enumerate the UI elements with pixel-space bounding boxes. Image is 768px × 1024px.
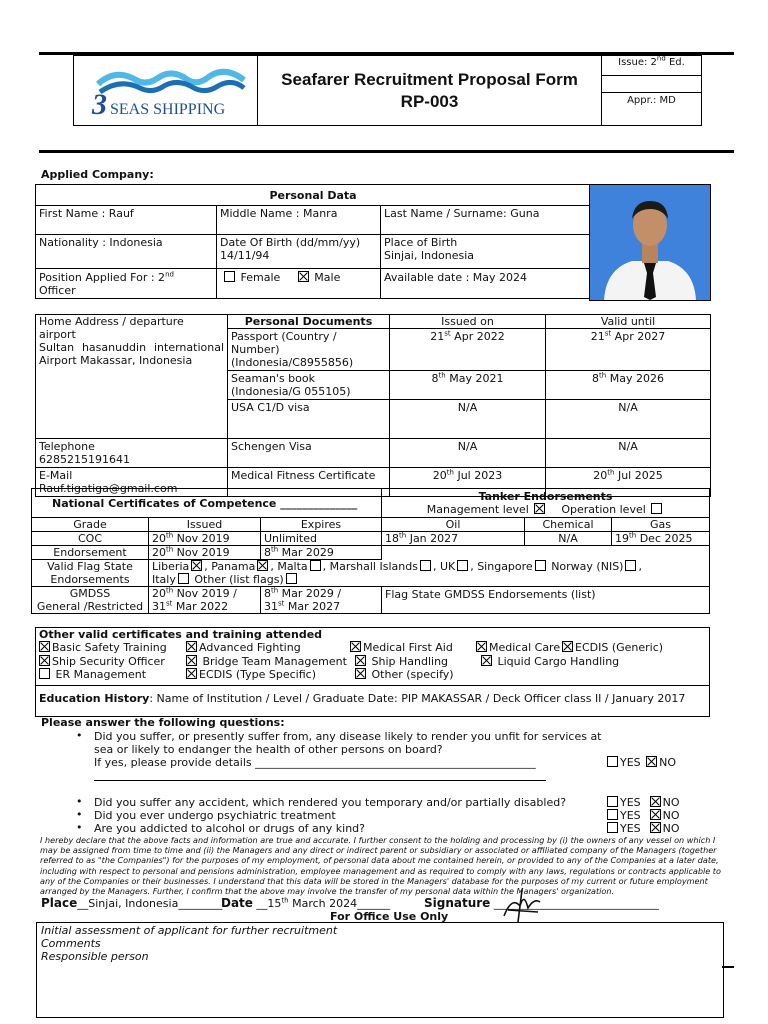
no-label: NO [662,822,680,835]
dob-label: Date Of Birth (dd/mm/yy) [220,236,361,249]
documents-table [35,314,711,497]
erm-checkbox[interactable] [39,668,50,679]
company-logo [76,58,256,124]
h-issued: Issued [149,518,261,532]
coc-expires: Unlimited [261,532,382,546]
flag-label-2: Endorsements [50,573,130,586]
lch-label: Liquid Cargo Handling [497,655,620,668]
tanker-endorsements [382,489,710,518]
r: Apr 2022 [450,330,505,343]
issue-cell [602,56,702,76]
r: Jul 2025 [614,469,663,482]
question-4: Are you addicted to alcohol or drugs of any kind? [94,822,365,835]
place-label: Place [41,896,78,910]
r: Nov 2019 [173,546,230,559]
question-3: Did you ever undergo psychiatric treatment [94,809,336,822]
ecdis-generic-label: ECDIS (Generic) [575,641,664,654]
last-name: Last Name / Surname: Guna [381,206,591,235]
endorsement-empty [382,546,710,560]
doc-sub: (Indonesia/C8955856) [231,356,354,369]
middle-name: Middle Name : Manra [217,206,381,235]
answer-4 [605,822,680,835]
s: st [278,599,285,608]
appr-label: Appr.: MD [627,95,676,106]
d: 8 [264,546,271,559]
s: th [271,586,279,595]
r: May 2026 [606,372,664,385]
flag-liberia: Liberia [152,560,190,573]
office-use-title: For Office Use Only [330,910,449,923]
place-value: __Sinjai, Indonesia________ [77,897,223,910]
doc-seamans-book [228,371,390,400]
appr-cell [602,93,702,126]
email-value: Rauf.tigatiga@gmail.com [39,482,178,495]
coc-table [31,488,710,614]
sh-label: Ship Handling [371,655,449,668]
address-label: Home Address / departure airport [39,315,184,341]
doc-issued: N/A [390,400,546,439]
d: 20 [152,587,166,600]
telephone [36,439,228,468]
d: 18 [385,532,400,545]
doc-name: Passport (Country / Number) [231,330,337,356]
s: th [438,371,446,380]
flag-state-label [32,560,149,587]
coc-issued [149,532,261,546]
tanker-title: Tanker Endorsements [478,490,613,503]
doc-issued [390,371,546,400]
training-title: Other valid certificates and training attended [39,628,323,641]
logo-number: 3 [92,88,107,121]
doc-schengen: Schengen Visa [228,439,390,468]
flag-state-list: Liberia , Panama , Malta , Marshall Islands , UK , Singapore Norway (NIS) , Italy Other (list flags) [149,560,710,587]
issue-suffix: Ed. [665,57,685,68]
endorsement-issued [149,546,261,560]
other-training-checkbox[interactable] [355,668,366,679]
col-valid-until: Valid until [546,315,711,329]
btm-label: Bridge Team Management [202,655,347,668]
details-line [94,780,546,781]
flag-uk: UK [439,560,456,573]
address-value: Sultan hasanuddin international Airport Makassar, Indonesia [39,341,224,367]
erm-label: ER Management [55,668,147,681]
ecdis-type-label: ECDIS (Type Specific) [199,668,316,681]
s: st [444,329,451,338]
ff-checkbox[interactable] [186,641,197,652]
s: th [399,531,407,540]
gmdss-label [32,587,149,614]
office-line-1: Initial assessment of applicant for further recruitment [41,924,338,937]
gender [217,269,381,299]
doc-issued [390,329,546,371]
training-divider [35,685,709,686]
bullet-4: • [76,821,83,834]
sh-checkbox[interactable] [355,655,366,666]
gmdss-expires [261,587,382,614]
mfa-label: Medical First Aid [363,641,453,654]
telephone-label: Telephone [39,440,95,453]
bullet-2: • [76,795,83,808]
r: Apr 2027 [611,330,666,343]
management-label: Management level [426,503,529,516]
s: th [629,531,637,540]
r: Mar 2022 [172,600,229,613]
education-history [39,692,685,705]
endorsement-expires [261,546,382,560]
d: 8 [431,372,439,385]
s: th [446,468,454,477]
oil-date [382,532,525,546]
home-address [36,315,228,439]
ff-label: Advanced Fighting [199,641,301,654]
gmdss-flag-endorsements: Flag State GMDSS Endorsements (list) [382,587,710,614]
panama-checkbox[interactable] [257,560,268,571]
sso-checkbox[interactable] [39,655,50,666]
d: 31 [264,600,278,613]
italy-checkbox[interactable] [178,573,189,584]
bst-label: Basic Safety Training [52,641,167,654]
other-flag-checkbox[interactable] [286,573,297,584]
s: st [166,599,173,608]
r: May 2021 [445,372,504,385]
coc-label: COC [32,532,149,546]
r: Nov 2019 / [173,587,237,600]
nationality: Nationality : Indonesia [36,235,217,269]
flag-marshall: Marshall Islands [329,560,418,573]
d: 21 [590,330,605,343]
answer-3 [605,809,680,822]
office-use-box [36,922,724,1018]
d: 20 [432,469,447,482]
s: th [166,531,174,540]
header-empty [602,76,702,93]
question-2: Did you suffer any accident, which rendered you temporary and/or partially disabled? [94,796,567,809]
place-of-birth [381,235,591,269]
pob-label: Place of Birth [384,236,458,249]
doc-sub: (Indonesia/G 055105) [231,385,351,398]
flag-norway: Norway (NIS) [551,560,624,573]
date-value-a: __15 [252,897,282,910]
chemical-value: N/A [525,532,612,546]
question-1-a: Did you suffer, or presently suffer from, any disease likely to render you unfit for services at [94,730,602,743]
position-label: Position Applied For : 2 [39,271,166,284]
s: th [166,545,174,554]
doc-valid: N/A [546,400,711,439]
d: 8 [592,372,600,385]
female-checkbox[interactable] [224,271,235,282]
yes-label: YES [620,756,641,769]
issue-label: Issue: 2 [618,57,657,68]
r: Jul 2023 [453,469,503,482]
dob-value: 14/11/94 [220,249,270,262]
h-oil: Oil [382,518,525,532]
d: 20 [152,532,166,545]
doc-usa-visa: USA C1/D visa [228,400,390,439]
q2-yes-checkbox[interactable] [607,796,618,807]
no-label: NO [662,809,680,822]
marshall-checkbox[interactable] [420,560,431,571]
issue-sup: nd [656,55,666,63]
doc-issued: N/A [390,439,546,468]
mc-checkbox[interactable] [476,641,487,652]
personal-data-table [35,184,591,299]
answer-2 [605,796,680,809]
operation-checkbox[interactable] [651,503,662,514]
office-line-3: Responsible person [41,950,149,963]
doc-passport [228,329,390,371]
education-value: : Name of Institution / Level / Graduate Date: PIP MAKASSAR / Deck Officer class II / January 2017 [149,692,686,705]
gmdss-label-2: General /Restricted [36,600,144,613]
singapore-checkbox[interactable] [535,560,546,571]
date-sup: th [281,896,289,905]
q3-yes-checkbox[interactable] [607,809,618,820]
personal-data-title: Personal Data [36,185,591,206]
flag-malta: Malta [277,560,308,573]
sso-label: Ship Security Officer [52,655,165,668]
mc-label: Medical Care [489,641,561,654]
norway-checkbox[interactable] [625,560,636,571]
d: 21 [430,330,445,343]
flag-label-1: Valid Flag State [47,560,133,573]
h-gas: Gas [612,518,710,532]
questions-title: Please answer the following questions: [41,716,285,729]
doc-valid: N/A [546,439,711,468]
r: Nov 2019 [173,532,230,545]
q1-yes-checkbox[interactable] [607,756,618,767]
question-1-c: If yes, please provide details ___________________________________________________ [94,756,536,769]
yes-label: YES [620,809,641,822]
logo-cell [74,56,258,126]
s: th [166,586,174,595]
malta-checkbox[interactable] [310,560,321,571]
logo-text: SEAS SHIPPING [110,101,226,118]
date-field [221,897,390,910]
r: Mar 2029 / [278,587,342,600]
h-chemical: Chemical [525,518,612,532]
female-label: Female [240,271,281,284]
q4-no-checkbox[interactable] [650,822,661,833]
flag-singapore: Singapore [477,560,533,573]
doc-medical: Medical Fitness Certificate [228,468,390,497]
ecdis-generic-checkbox[interactable] [562,641,573,652]
gas-date [612,532,710,546]
mfa-checkbox[interactable] [350,641,361,652]
flag-panama: Panama [211,560,256,573]
signature-line: ______________________________ [493,897,659,910]
lch-checkbox[interactable] [481,655,492,666]
s: th [599,371,607,380]
bullet-1: • [76,729,83,742]
applied-company-label: Applied Company: [41,168,154,181]
q1-no-checkbox[interactable] [646,756,657,767]
yes-label: YES [620,822,641,835]
form-title: Seafarer Recruitment Proposal Form [281,69,578,89]
other-training-label: Other (specify) [371,668,454,681]
yes-label: YES [620,796,641,809]
position-suffix: Officer [39,284,76,297]
bullet-3: • [76,808,83,821]
d: 20 [593,469,608,482]
male-checkbox[interactable] [298,271,309,282]
col-personal-documents: Personal Documents [228,315,390,329]
endorsement-label: Endorsement [32,546,149,560]
first-name: First Name : Rauf [36,206,217,235]
col-issued-on: Issued on [390,315,546,329]
place-field [41,897,222,910]
r: Mar 2027 [284,600,341,613]
education-label: Education History [39,692,150,705]
doc-valid [546,371,711,400]
header-table [73,55,702,126]
gmdss-issued [149,587,261,614]
d: 20 [152,546,166,559]
signature-scribble [498,888,548,924]
d: 31 [152,600,166,613]
question-1-b: sea or likely to endanger the health of other persons on board? [94,743,443,756]
uk-checkbox[interactable] [457,560,468,571]
position-sup: nd [165,270,174,279]
doc-valid [546,329,711,371]
q4-yes-checkbox[interactable] [607,822,618,833]
header-rule-bottom [39,150,734,153]
available-date: Available date : May 2024 [381,269,591,299]
date-value-b: March 2024______ [288,897,391,910]
no-label: NO [659,756,677,769]
telephone-value: 6285215191641 [39,453,130,466]
q3-no-checkbox[interactable] [650,809,661,820]
management-checkbox[interactable] [534,503,545,514]
d: 19 [615,532,630,545]
bst-checkbox[interactable] [39,641,50,652]
r: Jan 2027 [406,532,459,545]
flag-italy: Italy [152,573,176,586]
operation-label: Operation level [561,503,646,516]
s: th [607,468,615,477]
pob-value: Sinjai, Indonesia [384,249,475,262]
ecdis-type-checkbox[interactable] [186,668,197,679]
signature-label: Signature [424,896,491,910]
email-label: E-Mail [39,469,73,482]
r: Mar 2029 [278,546,334,559]
position-applied [36,269,217,299]
right-edge-mark [722,966,734,968]
s: th [271,545,279,554]
office-line-2: Comments [41,937,101,950]
h-grade: Grade [32,518,149,532]
liberia-checkbox[interactable] [191,560,202,571]
d: 8 [264,587,271,600]
r: Dec 2025 [636,532,693,545]
h-expires: Expires [261,518,382,532]
coc-title: National Certificates of Competence ______________ [32,489,382,518]
doc-name: Seaman's book [231,372,315,385]
form-code: RP-003 [400,91,459,111]
declaration-text: I hereby declare that the above facts and information are true and accurate. I further consent to the holding and processing by (i) the owners of any vessel on which I may be assigned from time to time and (ii) the Managers and any direct or indirect parent or subsidiary or associated or affiliated company of the Managers (together referred to as "the Companies") for the purposes of my employment, of personal data about me contained herein, or provided to any of the Companies at a later date, including with respect to personal and pensions administration, employee management and as required to comply with any laws, regulations or contracts applicable to any of the Companies or their businesses. I understand that this data will be stored in the Managers' database for the purposes of my current or future employment arranged by the Managers. Further, I confirm that the above may involve the transfer of my personal data within the Managers' organization. [40,835,721,897]
person-icon [590,185,710,300]
no-label: NO [662,796,680,809]
date-of-birth [217,235,381,269]
gmdss-label-1: GMDSS [69,587,111,600]
s: st [604,329,612,338]
flag-other: Other (list flags) [194,573,284,586]
q2-no-checkbox[interactable] [650,796,661,807]
answer-1 [605,756,676,769]
applicant-photo [589,184,711,301]
male-label: Male [314,271,341,284]
date-label: Date [221,896,253,910]
btm-checkbox[interactable] [186,655,197,666]
title-cell [258,56,602,126]
